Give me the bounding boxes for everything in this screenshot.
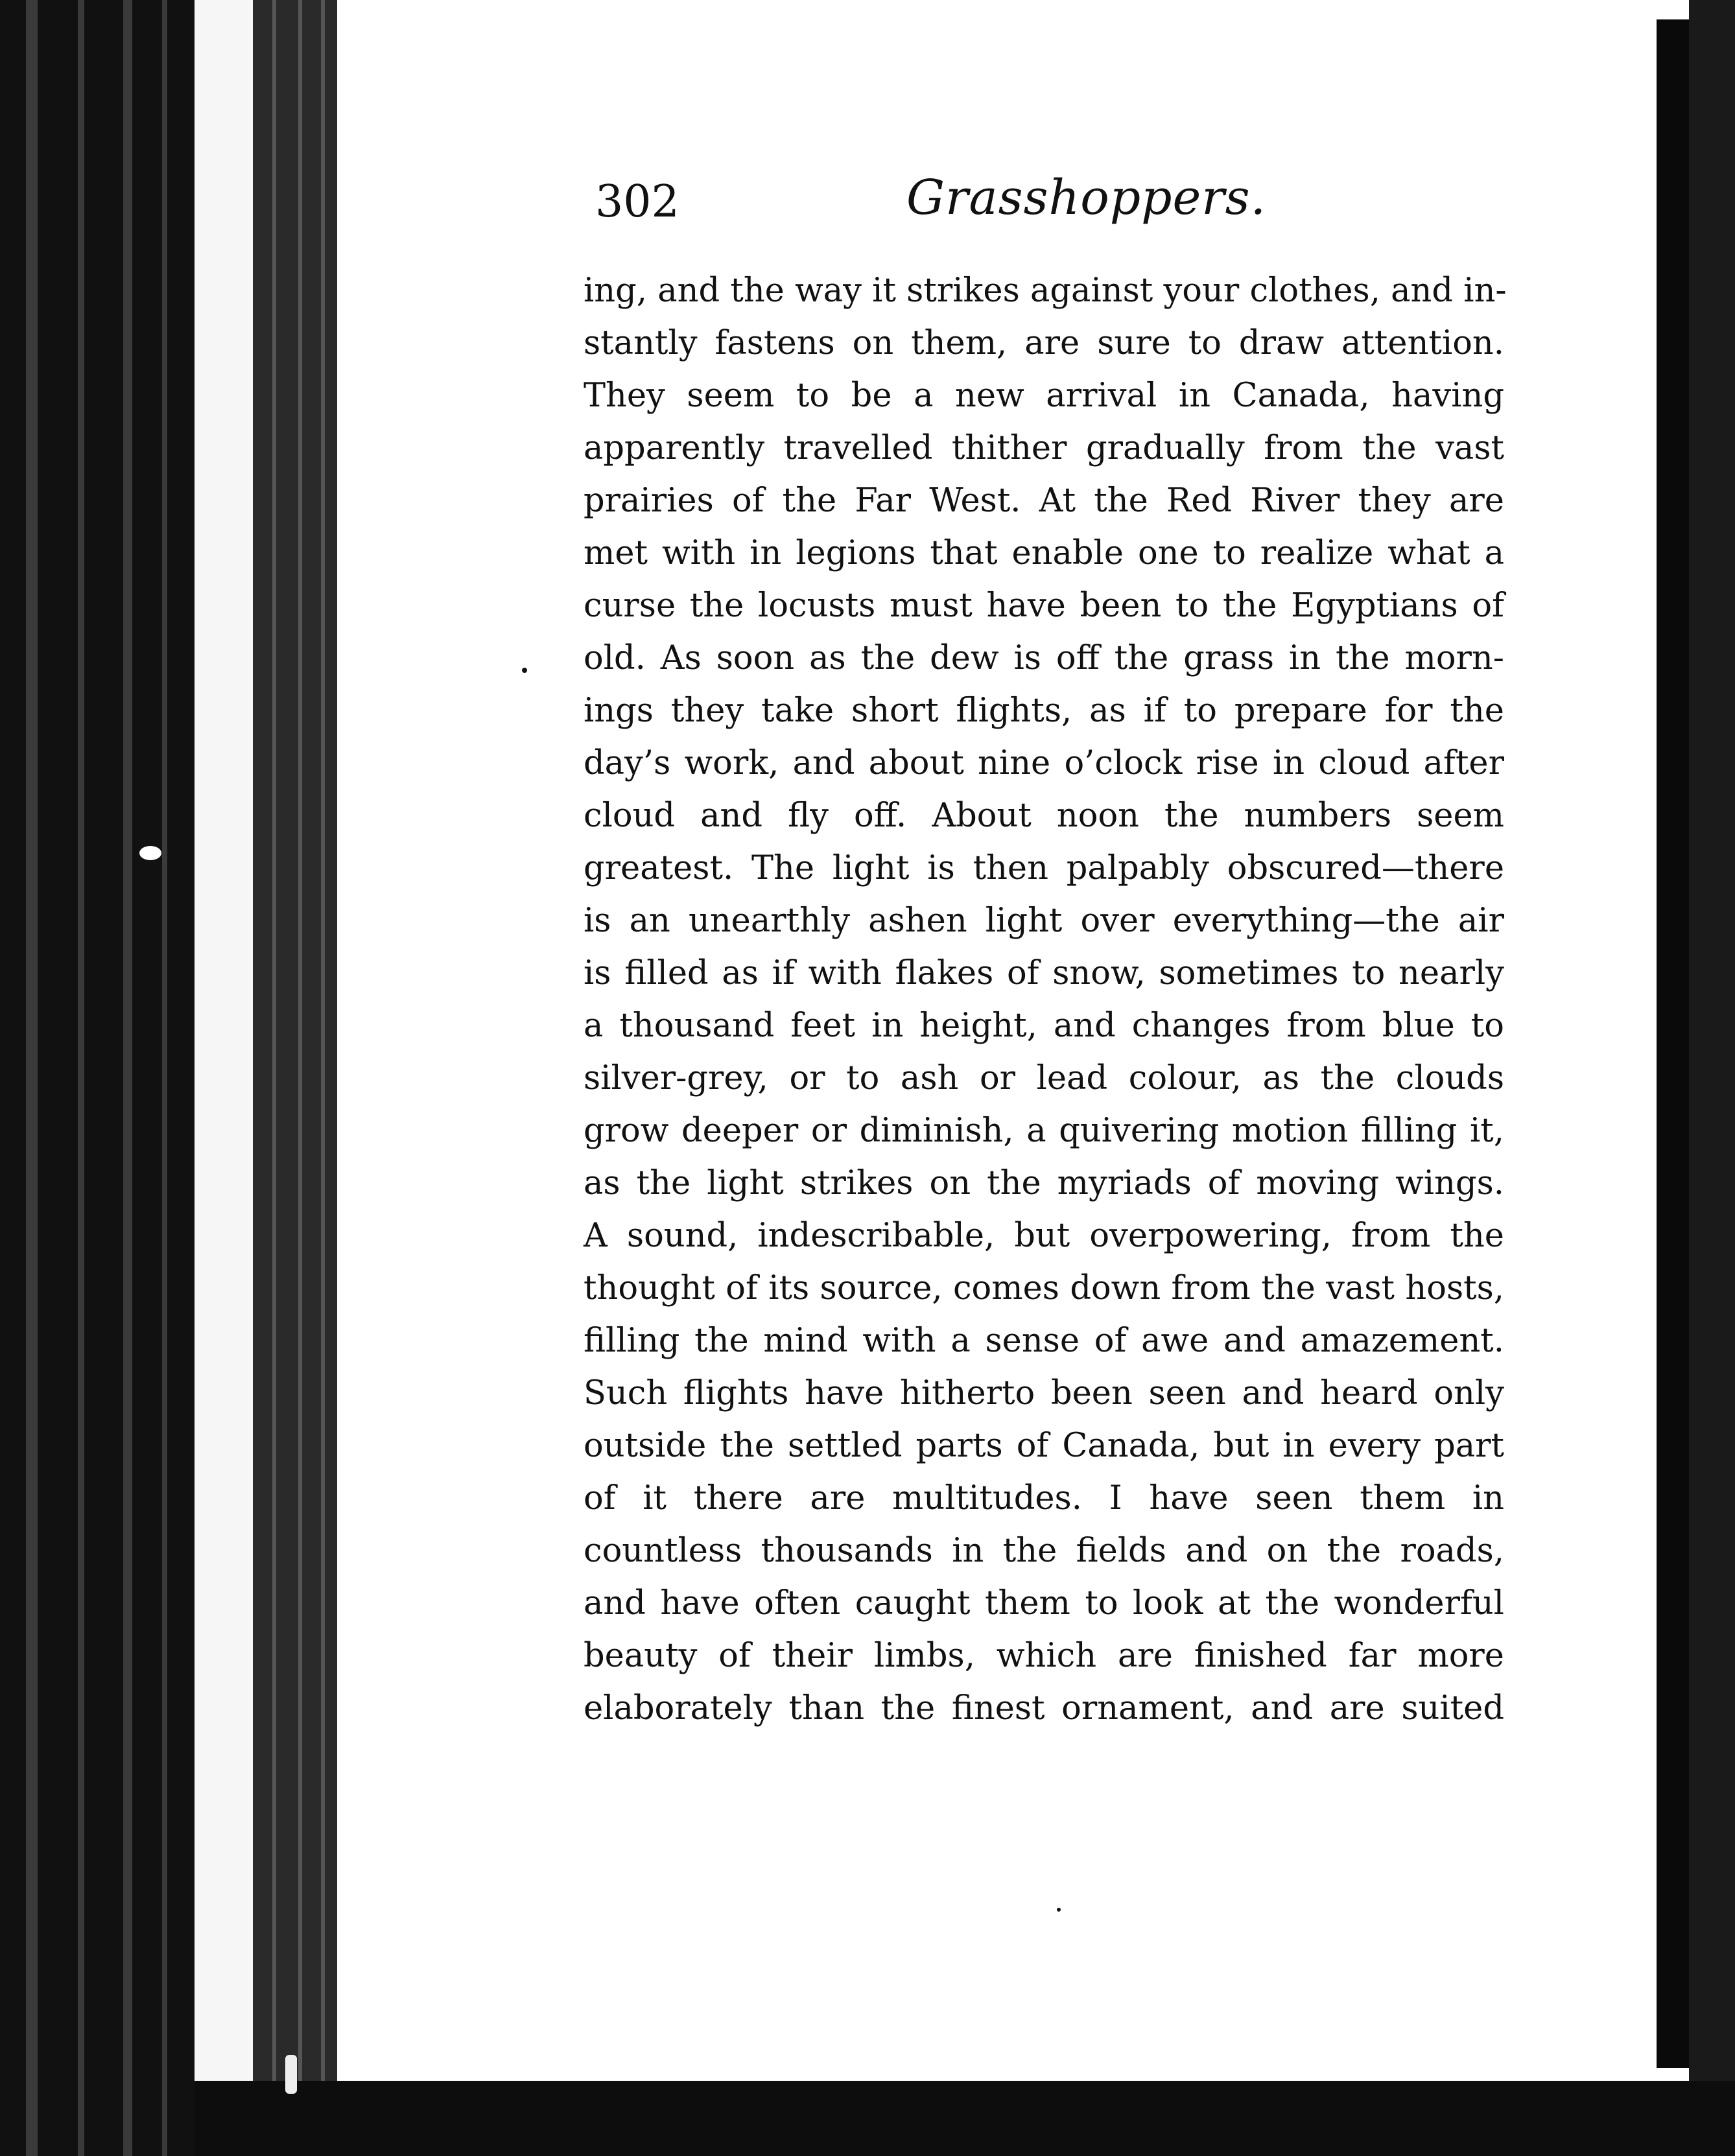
text-line: and have often caught them to look at the wonderful xyxy=(584,1584,1504,1623)
text-line: a thousand feet in height, and changes from blue to xyxy=(584,1007,1504,1045)
text-line: is an unearthly ashen light over everything—the air xyxy=(584,902,1504,940)
text-line: of it there are multitudes. I have seen them in xyxy=(584,1479,1504,1517)
spine-stripe xyxy=(162,0,167,2156)
text-line: greatest. The light is then palpably obscured—there xyxy=(584,849,1504,887)
text-line: A sound, indescribable, but overpowering, from the xyxy=(584,1217,1504,1255)
text-line: met with in legions that enable one to realize what a xyxy=(584,534,1504,572)
speck xyxy=(522,668,527,673)
text-line: outside the settled parts of Canada, but in every part xyxy=(584,1427,1504,1465)
gutter-line xyxy=(298,0,302,2156)
text-line: They seem to be a new arrival in Canada, having xyxy=(584,377,1504,415)
text-line: beauty of their limbs, which are finished far more xyxy=(584,1637,1504,1675)
text-line: apparently travelled thither gradually from the vast xyxy=(584,429,1504,467)
spine-stripe xyxy=(26,0,38,2156)
text-line: elaborately than the finest ornament, and are suited xyxy=(584,1689,1504,1728)
text-line: curse the locusts must have been to the Egyptians of xyxy=(584,587,1504,625)
text-line: cloud and fly off. About noon the numbers seem xyxy=(584,797,1504,835)
spine-stripe xyxy=(123,0,132,2156)
text-line: silver-grey, or to ash or lead colour, as the clouds xyxy=(584,1059,1504,1097)
text-line: as the light strikes on the myriads of moving wings. xyxy=(584,1164,1504,1202)
text-line: grow deeper or diminish, a quivering motion filling it, xyxy=(584,1112,1504,1150)
text-line: filling the mind with a sense of awe and amazement. xyxy=(584,1322,1504,1360)
page-number: 302 xyxy=(595,176,679,228)
text-line: stantly fastens on them, are sure to draw attention. xyxy=(584,324,1504,362)
text-line: is filled as if with flakes of snow, sometimes to nearly xyxy=(584,954,1504,992)
text-line: countless thousands in the fields and on the roads, xyxy=(584,1532,1504,1570)
right-binding xyxy=(1689,0,1735,2156)
text-line: ing, and the way it strikes against your clothes, and in- xyxy=(584,272,1507,310)
text-line: day’s work, and about nine o’clock rise in cloud after xyxy=(584,744,1504,782)
text-line: prairies of the Far West. At the Red River they are xyxy=(584,482,1504,520)
text-line: thought of its source, comes down from the vast hosts, xyxy=(584,1269,1504,1307)
bottom-edge xyxy=(195,2081,1735,2156)
speck xyxy=(139,846,161,860)
page-header xyxy=(595,170,1503,241)
text-line: old. As soon as the dew is off the grass in the morn- xyxy=(584,639,1504,677)
facing-page-edge xyxy=(195,0,253,2156)
running-head: Grasshoppers. xyxy=(906,170,1267,226)
right-page-edge xyxy=(1657,19,1689,2068)
body-text xyxy=(584,264,1507,1735)
speck xyxy=(1057,1908,1061,1912)
gutter-line xyxy=(272,0,276,2156)
gutter-line xyxy=(321,0,325,2156)
text-line: Such flights have hitherto been seen and heard only xyxy=(584,1374,1504,1412)
spine-stripe xyxy=(78,0,84,2156)
text-line: ings they take short flights, as if to prepare for the xyxy=(584,692,1504,730)
speck xyxy=(285,2055,297,2094)
